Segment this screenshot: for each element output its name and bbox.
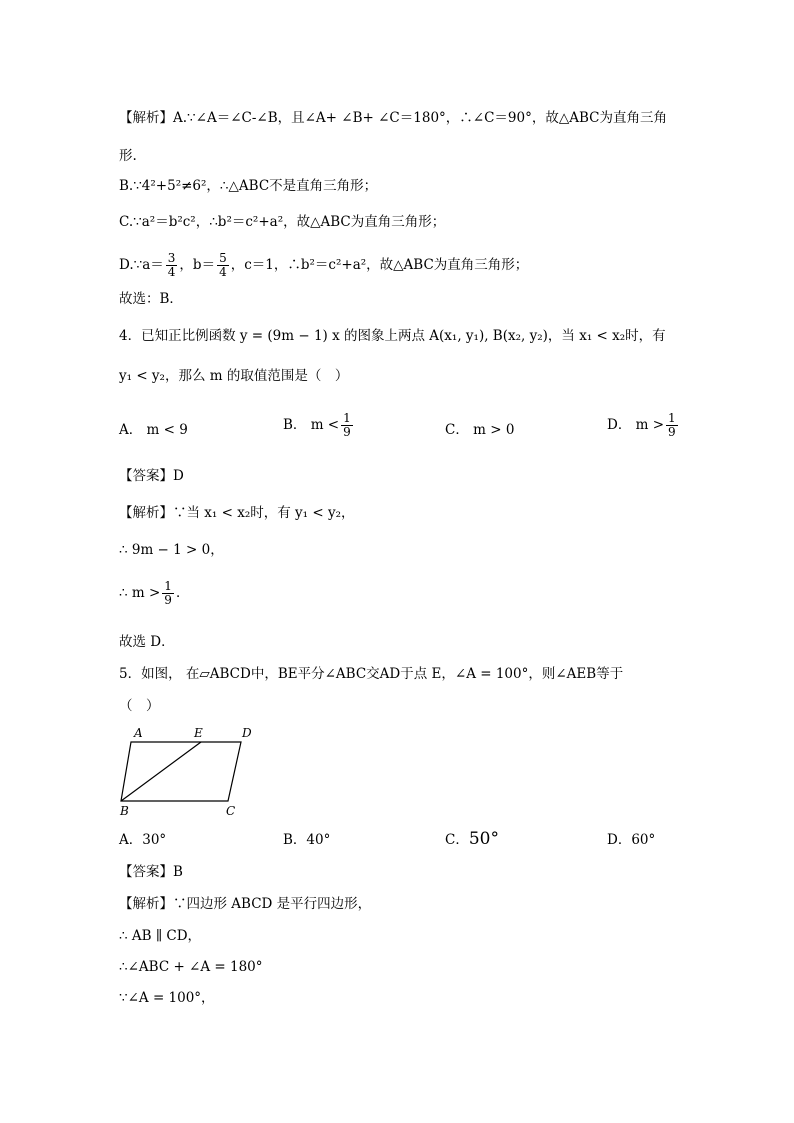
q5-analysis-line4: ∵∠A = 100°，: [119, 990, 215, 1006]
fraction: $\frac{1}{9}$: [343, 411, 351, 439]
q4-option-d-pre: D． m >: [607, 417, 665, 433]
q5-answer-value: B: [173, 864, 183, 880]
q5-option-c-value: 50°: [468, 829, 499, 849]
q4-option-c: C． m > 0: [445, 422, 515, 438]
fraction: $\frac{1}{9}$: [668, 411, 676, 439]
analysis-label: 【解析】: [119, 505, 173, 521]
segment-be: [121, 742, 201, 801]
q5-sol1: ∵四边形 ABCD 是平行四边形，: [173, 896, 372, 912]
parallelogram-abcd: [121, 742, 241, 801]
fraction: $\frac{3}{4}$: [167, 251, 176, 279]
q4-analysis-line2: ∴ 9m − 1 > 0，: [119, 542, 224, 558]
q4-option-b-pre: B． m <: [283, 417, 340, 433]
q5-answer: [119, 862, 183, 882]
label-c: C: [226, 804, 236, 818]
q4-sol3-post: ．: [175, 585, 190, 601]
label-d: D: [242, 726, 252, 740]
q3-analysis-line-a: [119, 108, 667, 128]
label-e: E: [194, 726, 203, 740]
q4-option-d: [607, 412, 680, 439]
q5-option-c-pre: C．: [445, 832, 469, 848]
q5-option-a: A．30°: [119, 832, 167, 848]
label-a: A: [134, 726, 143, 740]
q5-option-b: B．40°: [283, 832, 331, 848]
label-b: B: [120, 804, 129, 818]
q4-sol1: ∵当 x₁ < x₂时，有 y₁ < y₂，: [173, 505, 355, 521]
q3-analysis-line-a-cont: 形.: [119, 148, 137, 164]
q4-answer-value: D: [173, 468, 184, 484]
q4-analysis-line1: [119, 503, 355, 523]
parallelogram-figure: [112, 722, 262, 818]
q4-answer: [119, 466, 184, 486]
q5-analysis-line3: ∴∠ABC + ∠A = 180°: [119, 959, 263, 975]
q4-option-a: A． m < 9: [119, 422, 188, 438]
q5-stem-line2: （ ）: [119, 698, 160, 714]
q3-choice: 故选：B．: [119, 291, 183, 307]
q5-analysis-line2: ∴ AB ∥ CD，: [119, 928, 202, 944]
q4-choice: 故选 D．: [119, 634, 175, 650]
q3-analysis-line-d: [119, 252, 528, 279]
q5-analysis-line1: [119, 894, 371, 914]
q5-option-c: [445, 829, 499, 850]
q4-option-b: [283, 412, 355, 439]
q3-analysis-line-c: C.∵a²＝b²c²，∴b²＝c²+a²，故△ABC为直角三角形；: [119, 214, 446, 230]
fraction: $\frac{1}{9}$: [164, 579, 172, 607]
q3-analysis-line-b: B.∵4²+5²≠6²，∴△ABC不是直角三角形；: [119, 178, 378, 194]
q5-option-d: D．60°: [607, 832, 656, 848]
q5-stem-line1: 5．如图， 在▱ABCD中，BE平分∠ABC交AD于点 E，∠A = 100°，则∠AEB等于: [119, 666, 624, 682]
q3-d-pre: D.∵a＝: [119, 257, 164, 273]
fraction: $\frac{5}{4}$: [219, 251, 227, 279]
q3-d-mid: ，b＝: [179, 257, 216, 273]
q4-sol3-pre: ∴ m >: [119, 585, 161, 601]
analysis-label: 【解析】: [119, 110, 173, 126]
q3-a-text: A.∵∠A＝∠C-∠B，且∠A+ ∠B+ ∠C＝180°，∴∠C＝90°，故△ABC为直角三角: [173, 110, 667, 126]
q4-stem-line2: y₁ < y₂，那么 m 的取值范围是（ ）: [119, 368, 349, 384]
q3-d-post: ，c＝1，∴b²＝c²+a²，故△ABC为直角三角形；: [230, 257, 529, 273]
q4-stem-line1: 4．已知正比例函数 y = (9m − 1) x 的图象上两点 A(x₁, y₁), B(x₂, y₂)，当 x₁ < x₂时，有: [119, 328, 666, 344]
q4-analysis-line3: [119, 580, 189, 607]
analysis-label: 【解析】: [119, 896, 173, 912]
answer-label: 【答案】: [119, 468, 173, 484]
answer-label: 【答案】: [119, 864, 173, 880]
